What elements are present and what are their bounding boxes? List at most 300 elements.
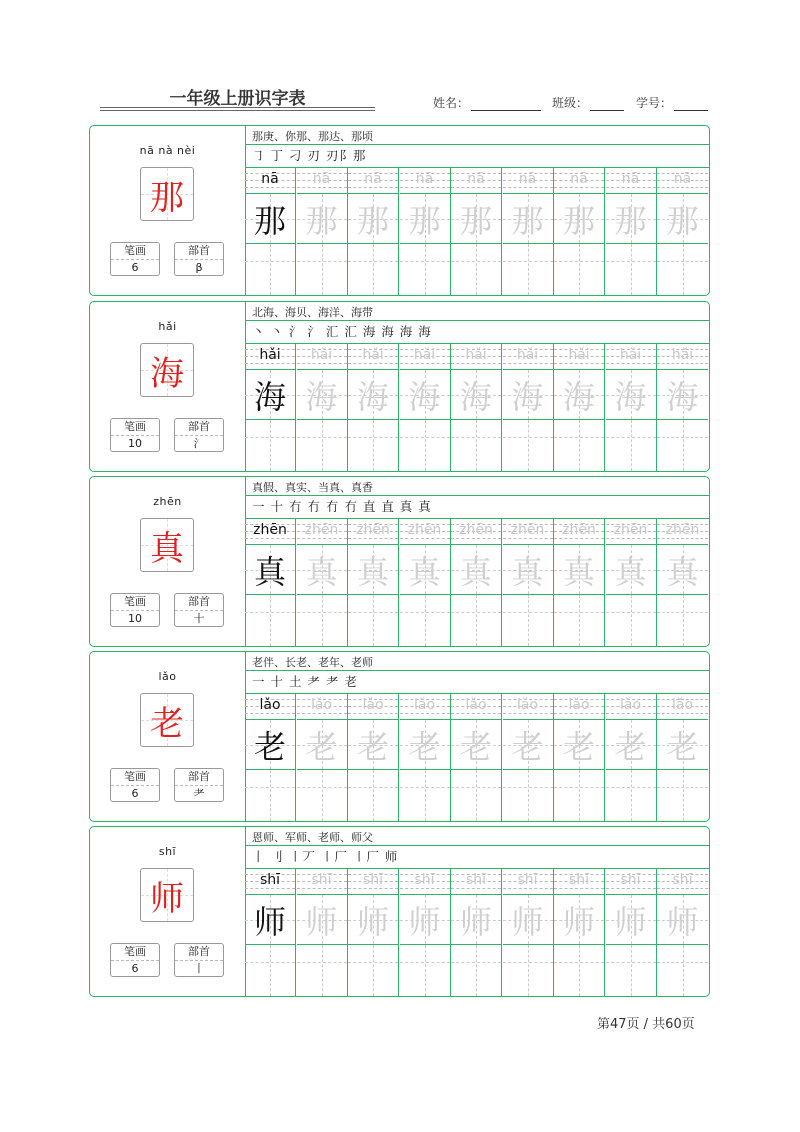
practice-cell[interactable]: [245, 868, 296, 996]
practice-pinyin: shī: [568, 872, 590, 888]
practice-pinyin: hǎi: [516, 347, 539, 363]
tracing-square[interactable]: [348, 193, 398, 244]
tracing-character: 老: [356, 727, 389, 766]
practice-cell[interactable]: [606, 868, 657, 996]
character-box: [140, 693, 194, 747]
practice-pinyin: zhēn: [665, 522, 700, 538]
pinyin-line: [554, 693, 604, 719]
tracing-character: 老: [459, 727, 492, 766]
character-box: [140, 868, 194, 922]
worksheet-header: [0, 0, 800, 120]
practice-pinyin: zhēn: [562, 522, 596, 538]
practice-cell[interactable]: [348, 693, 399, 821]
tracing-square[interactable]: [297, 894, 347, 945]
pinyin-line: [657, 868, 708, 894]
pinyin-line: [400, 868, 450, 894]
tracing-square[interactable]: [245, 193, 295, 244]
tracing-character: 海: [511, 377, 544, 416]
tracing-character: 师: [666, 902, 699, 941]
tracing-square[interactable]: [348, 544, 398, 595]
writing-square[interactable]: [400, 770, 450, 821]
tracing-character: 那: [666, 201, 699, 240]
tracing-square[interactable]: [606, 544, 656, 595]
stroke-count-box: [110, 418, 160, 452]
tracing-character: 老: [511, 727, 544, 766]
writing-square[interactable]: [503, 595, 553, 646]
tracing-square[interactable]: [503, 894, 553, 945]
practice-pinyin: nā: [467, 171, 485, 187]
writing-square[interactable]: [554, 420, 604, 471]
pinyin-line: [348, 868, 398, 894]
tracing-square[interactable]: [348, 369, 398, 420]
practice-pinyin: nā: [261, 171, 279, 187]
practice-pinyin: lǎo: [671, 697, 694, 713]
practice-pinyin: lǎo: [362, 697, 384, 713]
practice-cell[interactable]: [503, 518, 554, 646]
tracing-character: 师: [408, 902, 441, 941]
tracing-character: 那: [408, 201, 441, 240]
practice-cell[interactable]: [503, 693, 554, 821]
radical-box: [174, 242, 224, 276]
practice-cell[interactable]: [606, 693, 657, 821]
practice-grid: [245, 518, 709, 646]
class-label: 班级：: [552, 96, 589, 110]
character-pinyin: zhēn: [153, 495, 182, 508]
tracing-square[interactable]: [503, 369, 553, 420]
tracing-square[interactable]: [657, 719, 708, 770]
pinyin-line: [503, 167, 553, 193]
pinyin-line: [297, 693, 347, 719]
practice-cell[interactable]: [503, 343, 554, 471]
pinyin-line: [245, 693, 295, 719]
practice-cell[interactable]: [657, 693, 708, 821]
pinyin-line: [400, 343, 450, 369]
writing-square[interactable]: [554, 244, 604, 295]
tracing-square[interactable]: [348, 719, 398, 770]
practice-cell[interactable]: [554, 868, 605, 996]
practice-cell[interactable]: [606, 167, 657, 295]
practice-panel: [245, 477, 709, 646]
tracing-character: 海: [408, 377, 441, 416]
stroke-count-label: 笔画: [111, 769, 159, 786]
practice-pinyin: zhēn: [613, 522, 648, 538]
practice-cell[interactable]: [297, 343, 348, 471]
pinyin-line: [297, 518, 347, 544]
example-words: 老伴、长老、老年、老师: [252, 656, 373, 669]
practice-pinyin: shī: [672, 872, 693, 888]
writing-square[interactable]: [554, 595, 604, 646]
tracing-character: 海: [459, 377, 492, 416]
pinyin-line: [606, 518, 656, 544]
class-blank[interactable]: [590, 97, 624, 111]
practice-pinyin: zhēn: [459, 522, 493, 538]
pinyin-line: [657, 343, 708, 369]
writing-square[interactable]: [348, 595, 398, 646]
writing-square[interactable]: [554, 945, 604, 996]
writing-square[interactable]: [245, 244, 295, 295]
writing-square[interactable]: [451, 244, 501, 295]
radical-box: [174, 418, 224, 452]
pinyin-line: [451, 343, 501, 369]
writing-square[interactable]: [657, 770, 708, 821]
radical-box: [174, 768, 224, 802]
pinyin-line: [245, 167, 295, 193]
practice-cell[interactable]: [554, 343, 605, 471]
tracing-square[interactable]: [503, 719, 553, 770]
tracing-square[interactable]: [606, 719, 656, 770]
character-card: [89, 301, 710, 472]
character-pinyin: lǎo: [158, 670, 177, 683]
tracing-square[interactable]: [554, 544, 604, 595]
practice-cell[interactable]: [400, 518, 451, 646]
writing-square[interactable]: [606, 420, 656, 471]
writing-square[interactable]: [451, 595, 501, 646]
practice-panel: [245, 302, 709, 471]
writing-square[interactable]: [657, 595, 708, 646]
pinyin-line: [348, 343, 398, 369]
writing-square[interactable]: [657, 945, 708, 996]
pinyin-line: [606, 693, 656, 719]
tracing-square[interactable]: [606, 369, 656, 420]
practice-cell[interactable]: [503, 167, 554, 295]
tracing-square[interactable]: [606, 193, 656, 244]
tracing-character: 师: [459, 902, 492, 941]
tracing-character: 那: [511, 201, 544, 240]
practice-cell[interactable]: [348, 518, 399, 646]
writing-square[interactable]: [245, 595, 295, 646]
main-character: 真: [150, 528, 184, 569]
writing-square[interactable]: [606, 595, 656, 646]
tracing-square[interactable]: [657, 193, 708, 244]
tracing-square[interactable]: [657, 369, 708, 420]
writing-square[interactable]: [451, 420, 501, 471]
main-character: 那: [150, 177, 184, 218]
pinyin-line: [503, 343, 553, 369]
tracing-character: 海: [253, 377, 286, 416]
practice-pinyin: shī: [414, 872, 435, 888]
tracing-character: 老: [253, 727, 286, 766]
practice-cell[interactable]: [657, 167, 708, 295]
stroke-count-box: [110, 768, 160, 802]
pinyin-line: [400, 167, 450, 193]
writing-square[interactable]: [245, 420, 295, 471]
writing-square[interactable]: [297, 945, 347, 996]
worksheet-title: 一年级上册识字表: [169, 89, 306, 109]
tracing-square[interactable]: [400, 369, 450, 420]
name-label: 姓名：: [433, 96, 470, 110]
tracing-square[interactable]: [348, 894, 398, 945]
writing-square[interactable]: [297, 244, 347, 295]
practice-pinyin: zhēn: [304, 522, 339, 538]
practice-pinyin: shī: [465, 872, 487, 888]
practice-cell[interactable]: [348, 868, 399, 996]
writing-square[interactable]: [503, 945, 553, 996]
practice-cell[interactable]: [400, 693, 451, 821]
tracing-square[interactable]: [554, 193, 604, 244]
practice-cell[interactable]: [400, 868, 451, 996]
tracing-square[interactable]: [503, 544, 553, 595]
tracing-square[interactable]: [297, 369, 347, 420]
tracing-square[interactable]: [245, 369, 295, 420]
writing-square[interactable]: [503, 244, 553, 295]
name-field[interactable]: [433, 94, 541, 111]
student-number-label: 学号：: [636, 96, 673, 110]
practice-cell[interactable]: [400, 343, 451, 471]
tracing-square[interactable]: [297, 719, 347, 770]
character-info-panel: [90, 126, 246, 295]
practice-cell[interactable]: [297, 167, 348, 295]
stroke-count-value: 6: [131, 261, 139, 274]
tracing-character: 真: [356, 552, 389, 591]
tracing-square[interactable]: [400, 544, 450, 595]
pinyin-line: [297, 868, 347, 894]
character-info-panel: [90, 302, 246, 471]
writing-square[interactable]: [348, 770, 398, 821]
practice-pinyin: hǎi: [568, 347, 590, 363]
tracing-square[interactable]: [451, 193, 501, 244]
character-box: [140, 518, 194, 572]
practice-cell[interactable]: [606, 343, 657, 471]
character-pinyin: shī: [158, 845, 177, 858]
practice-pinyin: shī: [362, 872, 384, 888]
writing-square[interactable]: [503, 420, 553, 471]
pinyin-line: [348, 693, 398, 719]
character-card: [89, 476, 710, 647]
tracing-square[interactable]: [400, 193, 450, 244]
practice-cell[interactable]: [451, 693, 502, 821]
tracing-character: 老: [666, 727, 699, 766]
name-blank[interactable]: [471, 97, 541, 111]
practice-cell[interactable]: [348, 167, 399, 295]
tracing-square[interactable]: [657, 544, 708, 595]
practice-cell[interactable]: [451, 343, 502, 471]
practice-pinyin: lǎo: [516, 697, 539, 713]
radical-value: 氵: [193, 437, 205, 450]
stroke-count-box: [110, 242, 160, 276]
writing-square[interactable]: [451, 770, 501, 821]
pinyin-line: [451, 167, 501, 193]
practice-panel: [245, 652, 709, 821]
tracing-square[interactable]: [606, 894, 656, 945]
writing-square[interactable]: [348, 420, 398, 471]
practice-cell[interactable]: [554, 693, 605, 821]
practice-cell[interactable]: [503, 868, 554, 996]
tracing-square[interactable]: [400, 894, 450, 945]
writing-square[interactable]: [245, 945, 295, 996]
pinyin-line: [400, 693, 450, 719]
practice-pinyin: nā: [312, 171, 331, 187]
tracing-character: 真: [511, 552, 544, 591]
writing-square[interactable]: [400, 420, 450, 471]
practice-panel: [245, 126, 709, 295]
practice-cell[interactable]: [297, 868, 348, 996]
tracing-square[interactable]: [554, 719, 604, 770]
practice-cell[interactable]: [451, 518, 502, 646]
title-underline: [100, 107, 375, 108]
tracing-square[interactable]: [657, 894, 708, 945]
practice-cell[interactable]: [554, 167, 605, 295]
tracing-square[interactable]: [245, 544, 295, 595]
practice-cell[interactable]: [606, 518, 657, 646]
practice-pinyin: nā: [364, 171, 382, 187]
pinyin-line: [554, 868, 604, 894]
stroke-count-label: 笔画: [111, 944, 159, 961]
practice-pinyin: shī: [259, 872, 281, 888]
practice-cell[interactable]: [297, 693, 348, 821]
tracing-character: 师: [305, 902, 338, 941]
practice-pinyin: nā: [518, 171, 537, 187]
writing-square[interactable]: [554, 770, 604, 821]
pinyin-line: [297, 167, 347, 193]
pinyin-line: [554, 518, 604, 544]
tracing-character: 那: [305, 201, 338, 240]
practice-cell[interactable]: [451, 868, 502, 996]
tracing-character: 真: [305, 552, 338, 591]
tracing-character: 师: [253, 902, 286, 941]
pinyin-line: [451, 693, 501, 719]
stroke-count-value: 10: [128, 612, 142, 625]
practice-pinyin: nā: [415, 171, 434, 187]
practice-cell[interactable]: [451, 167, 502, 295]
tracing-character: 真: [253, 552, 286, 591]
tracing-square[interactable]: [554, 369, 604, 420]
tracing-character: 师: [614, 902, 647, 941]
writing-square[interactable]: [606, 945, 656, 996]
writing-square[interactable]: [400, 244, 450, 295]
practice-cell[interactable]: [245, 693, 296, 821]
tracing-character: 真: [614, 552, 647, 591]
writing-square[interactable]: [400, 595, 450, 646]
practice-pinyin: lǎo: [619, 697, 642, 713]
practice-cell[interactable]: [554, 518, 605, 646]
student-number-blank[interactable]: [674, 97, 708, 111]
practice-pinyin: zhēn: [253, 522, 287, 538]
pinyin-line: [503, 693, 553, 719]
practice-pinyin: hǎi: [465, 347, 487, 363]
pinyin-line: [503, 868, 553, 894]
practice-pinyin: hǎi: [619, 347, 642, 363]
practice-grid: [245, 693, 709, 821]
character-box: [140, 343, 194, 397]
practice-pinyin: zhēn: [510, 522, 545, 538]
writing-square[interactable]: [297, 420, 347, 471]
pinyin-line: [400, 518, 450, 544]
practice-cell[interactable]: [400, 167, 451, 295]
pinyin-line: [348, 167, 398, 193]
practice-cell[interactable]: [297, 518, 348, 646]
practice-pinyin: hǎi: [310, 347, 333, 363]
pinyin-line: [657, 693, 708, 719]
tracing-character: 师: [511, 902, 544, 941]
practice-cell[interactable]: [245, 167, 296, 295]
radical-label: 部首: [175, 944, 223, 961]
tracing-square[interactable]: [451, 719, 501, 770]
character-info-panel: [90, 827, 246, 996]
writing-square[interactable]: [297, 595, 347, 646]
tracing-character: 海: [356, 377, 389, 416]
tracing-square[interactable]: [451, 894, 501, 945]
writing-square[interactable]: [451, 945, 501, 996]
pinyin-line: [657, 167, 708, 193]
writing-square[interactable]: [606, 770, 656, 821]
character-info-panel: [90, 652, 246, 821]
character-box: [140, 167, 194, 221]
writing-square[interactable]: [400, 945, 450, 996]
tracing-character: 那: [459, 201, 492, 240]
student-number-field[interactable]: [636, 94, 708, 111]
tracing-square[interactable]: [297, 544, 347, 595]
example-words: 北海、海贝、海洋、海带: [252, 306, 373, 319]
tracing-character: 老: [305, 727, 338, 766]
tracing-square[interactable]: [451, 544, 501, 595]
radical-value: β: [195, 261, 203, 274]
tracing-square[interactable]: [245, 894, 295, 945]
main-character: 老: [150, 703, 184, 744]
practice-cell[interactable]: [657, 868, 708, 996]
practice-pinyin: lǎo: [465, 697, 487, 713]
practice-pinyin: shī: [517, 872, 538, 888]
practice-cell[interactable]: [245, 518, 296, 646]
practice-cell[interactable]: [348, 343, 399, 471]
stroke-order: 丶 丶 氵 氵 汇 汇 海 海 海 海: [252, 324, 432, 339]
practice-pinyin: lǎo: [259, 697, 281, 713]
pinyin-line: [297, 343, 347, 369]
practice-cell[interactable]: [657, 518, 708, 646]
practice-grid: [245, 343, 709, 471]
tracing-character: 师: [356, 902, 389, 941]
practice-pinyin: shī: [311, 872, 332, 888]
pinyin-line: [606, 167, 656, 193]
tracing-square[interactable]: [503, 193, 553, 244]
tracing-square[interactable]: [245, 719, 295, 770]
tracing-square[interactable]: [400, 719, 450, 770]
writing-square[interactable]: [657, 420, 708, 471]
writing-square[interactable]: [297, 770, 347, 821]
character-pinyin: nā nà nèi: [139, 144, 196, 157]
character-card: [89, 826, 710, 997]
radical-value: 丨: [193, 962, 205, 975]
tracing-character: 老: [614, 727, 647, 766]
practice-panel: [245, 827, 709, 996]
stroke-count-value: 6: [131, 962, 139, 975]
practice-pinyin: nā: [570, 171, 588, 187]
tracing-square[interactable]: [554, 894, 604, 945]
tracing-character: 老: [562, 727, 595, 766]
writing-square[interactable]: [348, 945, 398, 996]
writing-square[interactable]: [245, 770, 295, 821]
tracing-square[interactable]: [451, 369, 501, 420]
example-words: 那庚、你那、那达、那顷: [252, 130, 373, 143]
practice-pinyin: zhēn: [407, 522, 442, 538]
practice-grid: [245, 868, 709, 996]
tracing-character: 真: [666, 552, 699, 591]
writing-square[interactable]: [503, 770, 553, 821]
writing-square[interactable]: [348, 244, 398, 295]
stroke-order: 丨 刂 ㇑丆 ㇑厂 ㇑厂 师: [252, 849, 399, 864]
tracing-square[interactable]: [297, 193, 347, 244]
pinyin-line: [451, 868, 501, 894]
tracing-character: 那: [614, 201, 647, 240]
character-card: [89, 125, 710, 296]
practice-cell[interactable]: [245, 343, 296, 471]
writing-square[interactable]: [606, 244, 656, 295]
stroke-count-label: 笔画: [111, 243, 159, 260]
writing-square[interactable]: [657, 244, 708, 295]
example-words: 真假、真实、当真、真香: [252, 481, 373, 494]
radical-label: 部首: [175, 594, 223, 611]
practice-cell[interactable]: [657, 343, 708, 471]
class-field[interactable]: [552, 94, 624, 111]
